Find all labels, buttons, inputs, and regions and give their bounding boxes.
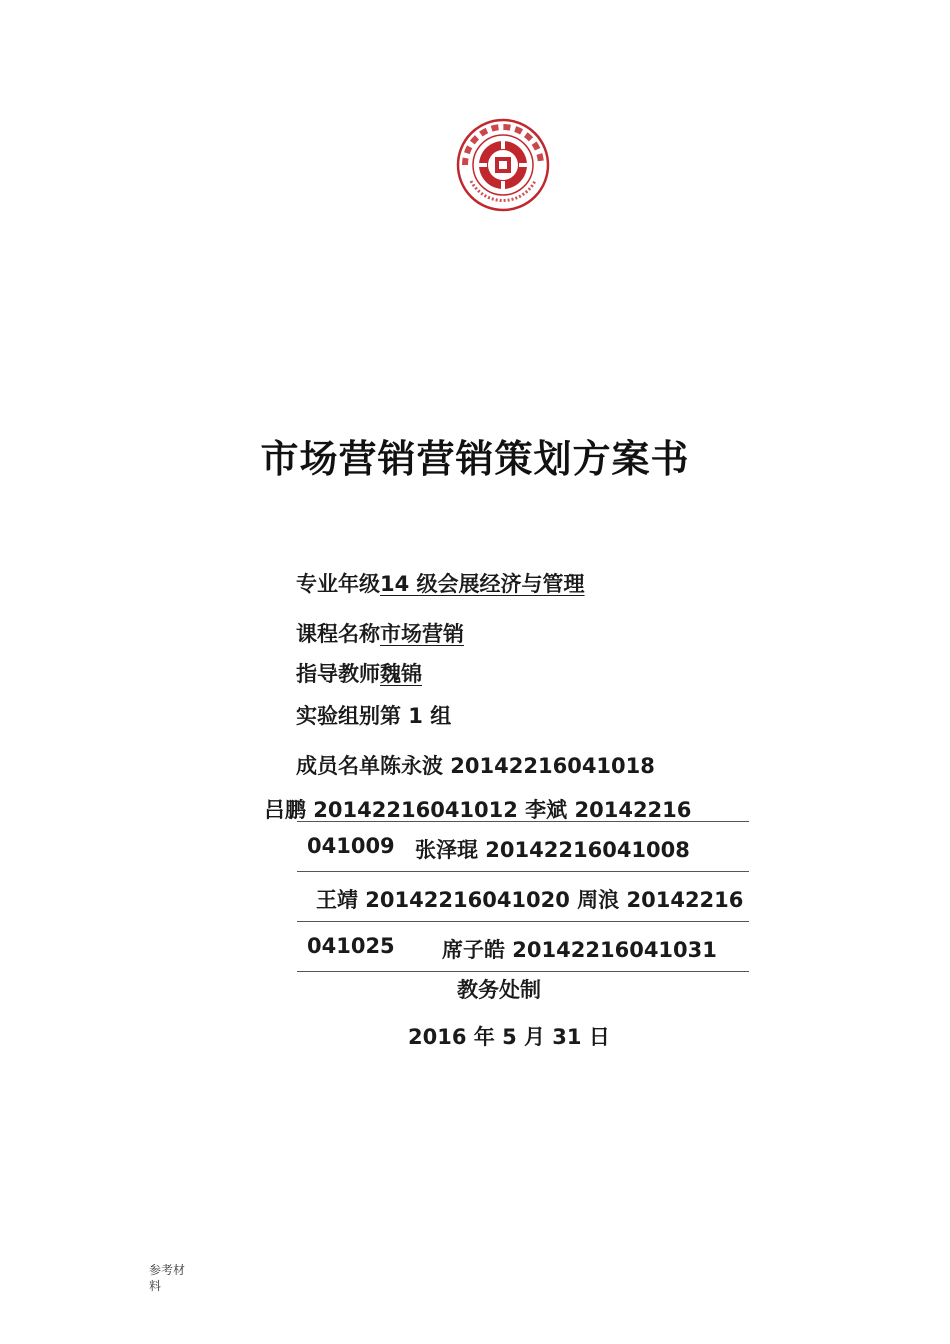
divider-line: [297, 921, 749, 922]
teacher-label: 指导教师: [296, 662, 380, 686]
university-seal-icon: [455, 117, 551, 213]
members-row: [296, 750, 655, 780]
major-row: [296, 568, 585, 598]
divider-line: [297, 871, 749, 872]
course-value: 市场营销: [380, 622, 464, 646]
members-line-4: 王靖 20142216041020 周浪 20142216: [316, 888, 744, 912]
members-line-5a: 041025: [307, 934, 395, 958]
course-row: [296, 618, 464, 648]
divider-line: [297, 971, 749, 972]
members-line-1: 陈永波 20142216041018: [380, 754, 655, 778]
teacher-value: 魏锦: [380, 662, 422, 686]
issuing-office: 教务处制: [457, 978, 541, 1002]
members-line-2: 吕鹏 20142216041012 李斌 20142216: [264, 798, 692, 822]
major-label: 专业年级: [296, 572, 380, 596]
divider-line: [297, 821, 749, 822]
document-date: 2016 年 5 月 31 日: [408, 1025, 610, 1049]
teacher-row: [296, 658, 422, 688]
document-title: 市场营销营销策划方案书: [260, 437, 690, 481]
major-value: 14 级会展经济与管理: [380, 572, 585, 596]
group-row: 实验组别第 1 组: [296, 704, 452, 728]
footer-note: 参考材料: [149, 1263, 186, 1293]
members-label: 成员名单: [296, 754, 380, 778]
members-line-5b: 席子皓 20142216041031: [442, 938, 717, 962]
course-label: 课程名称: [296, 622, 380, 646]
members-line-3a: 041009: [307, 834, 395, 858]
members-line-3b: 张泽琨 20142216041008: [415, 838, 690, 862]
